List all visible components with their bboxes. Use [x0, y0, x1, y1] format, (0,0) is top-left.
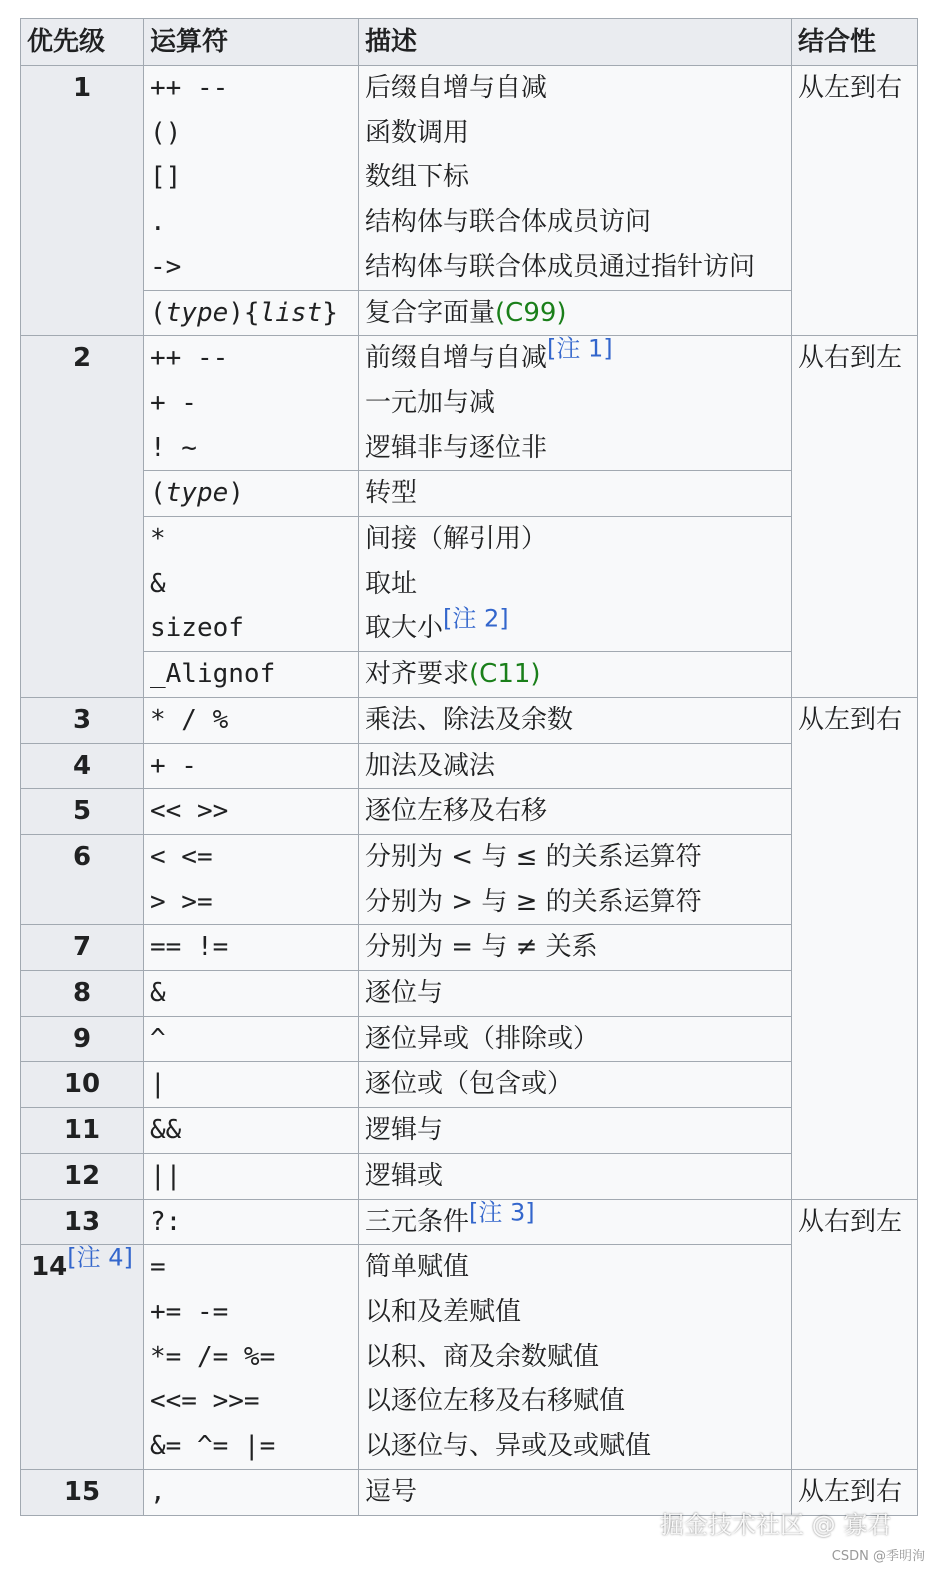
operator-text: || — [144, 1153, 359, 1199]
footnote-link[interactable]: [注 4] — [67, 1243, 133, 1272]
description-line — [365, 606, 785, 651]
operator-text: & — [144, 971, 359, 1017]
operator-text: <<= >>= — [150, 1386, 260, 1417]
description-cell — [359, 290, 792, 336]
type-placeholder: type — [165, 478, 229, 509]
operator-cell — [144, 290, 359, 336]
operator-text: sizeof — [150, 613, 244, 644]
description-text: 逗号 — [359, 1469, 792, 1515]
table-row — [21, 471, 918, 517]
precedence-text: 14 — [31, 1252, 68, 1283]
operator-text: + - — [144, 743, 359, 789]
precedence-cell: 12 — [21, 1153, 144, 1199]
operator-text: == != — [144, 925, 359, 971]
table-row — [21, 789, 918, 835]
operator-text: = — [150, 1252, 166, 1283]
description-text: 结构体与联合体成员通过指针访问 — [365, 251, 756, 282]
description-text: 函数调用 — [365, 117, 470, 148]
description-text: 逻辑与 — [359, 1108, 792, 1154]
table-row — [21, 834, 918, 924]
precedence-cell: 1 — [21, 66, 144, 336]
description-text: 逐位左移及右移 — [359, 789, 792, 835]
description-cell — [359, 1199, 792, 1245]
operator-cell — [144, 517, 359, 652]
description-text: 三元条件 — [365, 1206, 470, 1237]
precedence-cell: 2 — [21, 336, 144, 698]
operator-text: += -= — [150, 1296, 229, 1327]
operator-text: > >= — [150, 886, 213, 917]
standard-version-link[interactable]: (C99) — [495, 297, 567, 328]
table-row — [21, 517, 918, 652]
operator-cell — [144, 834, 359, 924]
table-row — [21, 743, 918, 789]
table-row — [21, 1108, 918, 1154]
standard-version-link[interactable]: (C11) — [469, 659, 541, 690]
table-row — [21, 1062, 918, 1108]
description-text: 以积、商及余数赋值 — [365, 1341, 600, 1372]
operator-text: ) — [228, 478, 244, 509]
credit-text: CSDN @季明洵 — [831, 1549, 925, 1564]
operator-text: && — [144, 1108, 359, 1154]
operator-text: () — [150, 117, 182, 148]
operator-text: ( — [150, 478, 166, 509]
description-text: 一元加与减 — [365, 387, 496, 418]
list-placeholder: list — [259, 297, 323, 328]
operator-text: * / % — [144, 697, 359, 743]
description-text: 复合字面量 — [365, 297, 496, 328]
precedence-cell: 13 — [21, 1199, 144, 1245]
operator-text: + - — [150, 387, 197, 418]
watermark-text: 掘金技术社区 @ 寡君 — [660, 1511, 892, 1539]
description-text: 分别为 < 与 ≤ 的关系运算符 — [365, 841, 702, 872]
operator-text: & — [150, 568, 166, 599]
operator-text: *= /= %= — [150, 1341, 276, 1372]
description-text: 取址 — [365, 568, 418, 599]
description-text: 乘法、除法及余数 — [359, 697, 792, 743]
precedence-cell: 7 — [21, 925, 144, 971]
associativity-cell: 从左到右 — [792, 697, 918, 1199]
description-text: 加法及减法 — [359, 743, 792, 789]
operator-text: << >> — [144, 789, 359, 835]
header-associativity: 结合性 — [792, 19, 918, 66]
description-text: 逻辑非与逐位非 — [365, 432, 548, 463]
description-text: 间接（解引用） — [365, 524, 548, 555]
table-row — [21, 697, 918, 743]
associativity-cell: 从左到右 — [792, 1469, 918, 1515]
operator-text: ^ — [144, 1016, 359, 1062]
operator-text: _Alignof — [144, 652, 359, 698]
operator-text: ! ~ — [150, 432, 197, 463]
operator-text: ){ — [228, 297, 260, 328]
table-row — [21, 290, 918, 336]
description-text: 以和及差赋值 — [365, 1296, 522, 1327]
description-cell — [359, 517, 792, 652]
header-description: 描述 — [359, 19, 792, 66]
description-text: 转型 — [359, 471, 792, 517]
description-text: 逐位异或（排除或） — [359, 1016, 792, 1062]
operator-text: < <= — [150, 841, 213, 872]
footnote-link[interactable]: [注 2] — [443, 604, 509, 633]
description-cell — [359, 1245, 792, 1470]
description-cell — [359, 336, 792, 471]
footnote-link[interactable]: [注 3] — [469, 1197, 535, 1226]
precedence-cell: 3 — [21, 697, 144, 743]
operator-text: ?: — [144, 1199, 359, 1245]
description-line — [365, 336, 785, 381]
description-text: 简单赋值 — [365, 1252, 470, 1283]
description-text: 结构体与联合体成员访问 — [365, 207, 652, 238]
description-text: 前缀自增与自减 — [365, 343, 548, 374]
associativity-cell: 从左到右 — [792, 66, 918, 336]
precedence-cell — [21, 1245, 144, 1470]
operator-text: | — [144, 1062, 359, 1108]
table-row — [21, 66, 918, 291]
precedence-cell: 10 — [21, 1062, 144, 1108]
description-text: 数组下标 — [365, 162, 470, 193]
precedence-cell: 5 — [21, 789, 144, 835]
header-precedence: 优先级 — [21, 19, 144, 66]
precedence-cell: 6 — [21, 834, 144, 924]
description-cell — [359, 834, 792, 924]
type-placeholder: type — [165, 297, 229, 328]
table-row — [21, 1016, 918, 1062]
table-row — [21, 925, 918, 971]
operator-text: } — [322, 297, 338, 328]
table-row — [21, 1153, 918, 1199]
description-text: 分别为 = 与 ≠ 关系 — [359, 925, 792, 971]
operator-text: ( — [150, 297, 166, 328]
description-text: 对齐要求 — [365, 659, 470, 690]
table-row — [21, 652, 918, 698]
description-cell — [359, 652, 792, 698]
operator-text: -> — [150, 251, 182, 282]
description-text: 取大小 — [365, 613, 444, 644]
operator-cell — [144, 336, 359, 471]
footnote-link[interactable]: [注 1] — [547, 334, 613, 363]
operator-cell — [144, 1245, 359, 1470]
description-text: 逐位或（包含或） — [359, 1062, 792, 1108]
table-header-row — [21, 19, 918, 66]
description-text: 分别为 > 与 ≥ 的关系运算符 — [365, 886, 702, 917]
operator-text: [] — [150, 162, 182, 193]
description-text: 以逐位与、异或及或赋值 — [365, 1431, 652, 1462]
precedence-cell: 11 — [21, 1108, 144, 1154]
description-text: 后缀自增与自减 — [365, 73, 548, 103]
precedence-cell: 4 — [21, 743, 144, 789]
table-row — [21, 336, 918, 471]
precedence-cell: 15 — [21, 1469, 144, 1515]
precedence-cell: 9 — [21, 1016, 144, 1062]
description-text: 逐位与 — [359, 971, 792, 1017]
operator-text: , — [144, 1469, 359, 1515]
operator-text: * — [150, 524, 166, 555]
operator-precedence-table — [20, 18, 918, 1516]
associativity-cell: 从右到左 — [792, 336, 918, 698]
table-row — [21, 971, 918, 1017]
header-operator: 运算符 — [144, 19, 359, 66]
table-row — [21, 1199, 918, 1245]
operator-cell — [144, 471, 359, 517]
table-row — [21, 1245, 918, 1470]
operator-text: . — [150, 207, 166, 238]
operator-text: &= ^= |= — [150, 1431, 276, 1462]
operator-text: ++ -- — [150, 73, 229, 103]
precedence-cell: 8 — [21, 971, 144, 1017]
description-text: 逻辑或 — [359, 1153, 792, 1199]
description-cell — [359, 66, 792, 291]
associativity-cell: 从右到左 — [792, 1199, 918, 1469]
operator-text: ++ -- — [150, 343, 229, 374]
operator-cell — [144, 66, 359, 291]
description-text: 以逐位左移及右移赋值 — [365, 1386, 626, 1417]
